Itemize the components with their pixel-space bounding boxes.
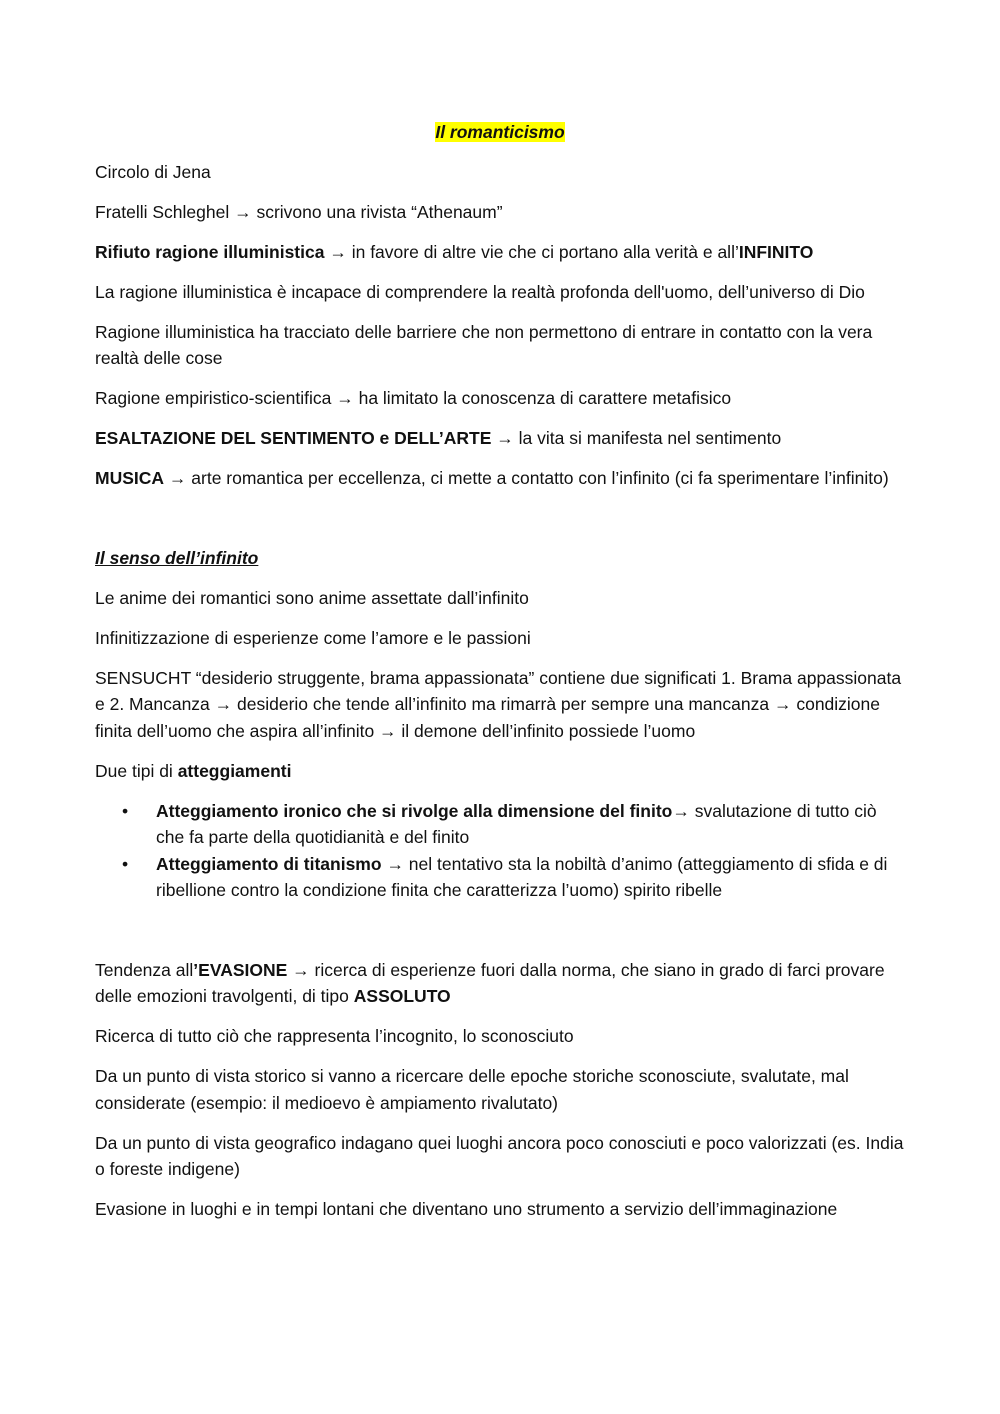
paragraph-text: Ricerca di tutto ciò che rappresenta l’incognito, lo sconosciuto xyxy=(95,1026,574,1046)
paragraph-text: condizione finita dell’uomo che aspira all’infinito xyxy=(95,694,881,741)
bold-text: MUSICA xyxy=(95,468,165,488)
right-arrow-icon: → xyxy=(773,694,792,714)
paragraph-circolo xyxy=(95,159,905,186)
bullet-list xyxy=(95,798,905,904)
paragraph-text: Due tipi di xyxy=(95,760,178,781)
right-arrow-icon: → xyxy=(292,959,310,980)
paragraph-text: Da un punto di vista storico si vanno a ricercare delle epoche storiche sconosciute, svalutate, mal considerate (esempio: il medioevo è ampiamento rivalutato) xyxy=(95,1066,849,1113)
section-heading xyxy=(95,545,905,572)
document-body xyxy=(95,119,905,1236)
bold-text: INFINITO xyxy=(738,241,814,262)
empty-line xyxy=(95,505,905,545)
bold-text: ’EVASIONE xyxy=(193,959,288,980)
paragraph-text: Tendenza all xyxy=(95,959,194,980)
list-item-text: svalutazione di tutto ciò che fa parte della quotidianità e del finito xyxy=(156,800,877,847)
empty-line xyxy=(95,917,905,957)
paragraph-esaltazione xyxy=(95,425,905,452)
paragraph-storico xyxy=(95,1063,905,1116)
paragraph-luoghi-tempi xyxy=(95,1196,905,1223)
paragraph-incognito xyxy=(95,1023,905,1050)
right-arrow-icon: → xyxy=(214,694,233,714)
paragraph-text: ha limitato la conoscenza di carattere metafisico xyxy=(353,388,732,408)
paragraph-text: scrivono una rivista “Athenaum” xyxy=(251,201,503,222)
paragraph-text: desiderio che tende all’infinito ma rimarrà per sempre una mancanza xyxy=(232,694,774,714)
right-arrow-icon: → xyxy=(168,468,187,488)
right-arrow-icon: → xyxy=(386,853,404,874)
paragraph-text: Evasione in luoghi e in tempi lontani che diventano uno strumento a servizio dell’immaginazione xyxy=(95,1199,838,1219)
document-title: Il romanticismo xyxy=(435,122,565,142)
bold-text: Atteggiamento di titanismo xyxy=(156,853,382,874)
paragraph-text: Circolo di Jena xyxy=(95,161,211,182)
paragraph-evasione xyxy=(95,957,905,1010)
bold-text: Atteggiamento ironico che si rivolge alla dimensione del finito xyxy=(156,800,673,821)
list-item xyxy=(95,798,905,851)
paragraph-barriere xyxy=(95,319,905,372)
paragraph-schleghel xyxy=(95,199,905,226)
paragraph-text: Infinitizzazione di esperienze come l’amore e le passioni xyxy=(95,627,531,648)
right-arrow-icon: → xyxy=(672,800,690,821)
paragraph-text: Da un punto di vista geografico indagano quei luoghi ancora poco conosciuti e poco valorizzati (es. India o foreste indigene) xyxy=(95,1132,904,1179)
bullet-icon: • xyxy=(122,853,129,874)
bold-text: Rifiuto ragione illuministica xyxy=(95,241,325,262)
paragraph-text: arte romantica per eccellenza, ci mette a contatto con l’infinito (ci fa sperimentare l’infinito) xyxy=(186,468,889,488)
title-line xyxy=(95,119,905,146)
paragraph-text: Ragione illuministica ha tracciato delle barriere che non permettono di entrare in contatto con la vera realtà delle cose xyxy=(95,321,873,368)
bold-text: atteggiamenti xyxy=(177,760,292,781)
paragraph-musica xyxy=(95,465,905,492)
right-arrow-icon: → xyxy=(234,201,252,222)
paragraph-geografico xyxy=(95,1130,905,1183)
list-item-text: nel tentativo sta la nobiltà d’animo (atteggiamento di sfida e di ribellione contro la condizione finita che caratterizza l’uomo) spirito ribelle xyxy=(156,853,888,900)
paragraph-text: SENSUCHT “desiderio struggente, brama appassionata” contiene due significati 1. Brama appassionata e 2. Mancanza xyxy=(95,667,902,714)
paragraph-text: in favore di altre vie che ci portano alla verità e all’ xyxy=(346,241,739,262)
paragraph-text: Le anime dei romantici sono anime assettate dall’infinito xyxy=(95,587,529,608)
bold-text: ESALTAZIONE DEL SENTIMENTO e DELL’ARTE xyxy=(95,428,492,448)
paragraph-rifiuto xyxy=(95,239,905,266)
paragraph-infinitizzazione xyxy=(95,625,905,652)
right-arrow-icon: → xyxy=(336,388,354,408)
right-arrow-icon: → xyxy=(329,241,347,262)
paragraph-sensucht xyxy=(95,665,905,745)
right-arrow-icon: → xyxy=(379,720,397,741)
paragraph-due-tipi xyxy=(95,758,905,785)
paragraph-ragione-incapace xyxy=(95,279,905,306)
paragraph-text: la vita si manifesta nel sentimento xyxy=(513,428,782,448)
bold-text: ASSOLUTO xyxy=(353,986,451,1006)
heading-text: Il senso dell’infinito xyxy=(95,547,259,568)
list-item xyxy=(95,851,905,904)
bullet-icon: • xyxy=(122,800,129,821)
paragraph-text: Ragione empiristico-scientifica xyxy=(95,388,337,408)
paragraph-empiristica xyxy=(95,385,905,412)
paragraph-text: Fratelli Schleghel xyxy=(95,201,235,222)
right-arrow-icon: → xyxy=(496,428,514,448)
paragraph-text: ricerca di esperienze fuori dalla norma, che siano in grado di farci provare delle emozioni travolgenti, di tipo xyxy=(95,959,885,1006)
paragraph-text: il demone dell’infinito possiede l’uomo xyxy=(396,720,696,741)
paragraph-anime xyxy=(95,585,905,612)
paragraph-text: La ragione illuministica è incapace di comprendere la realtà profonda dell'uomo, dell’universo di Dio xyxy=(95,281,865,302)
